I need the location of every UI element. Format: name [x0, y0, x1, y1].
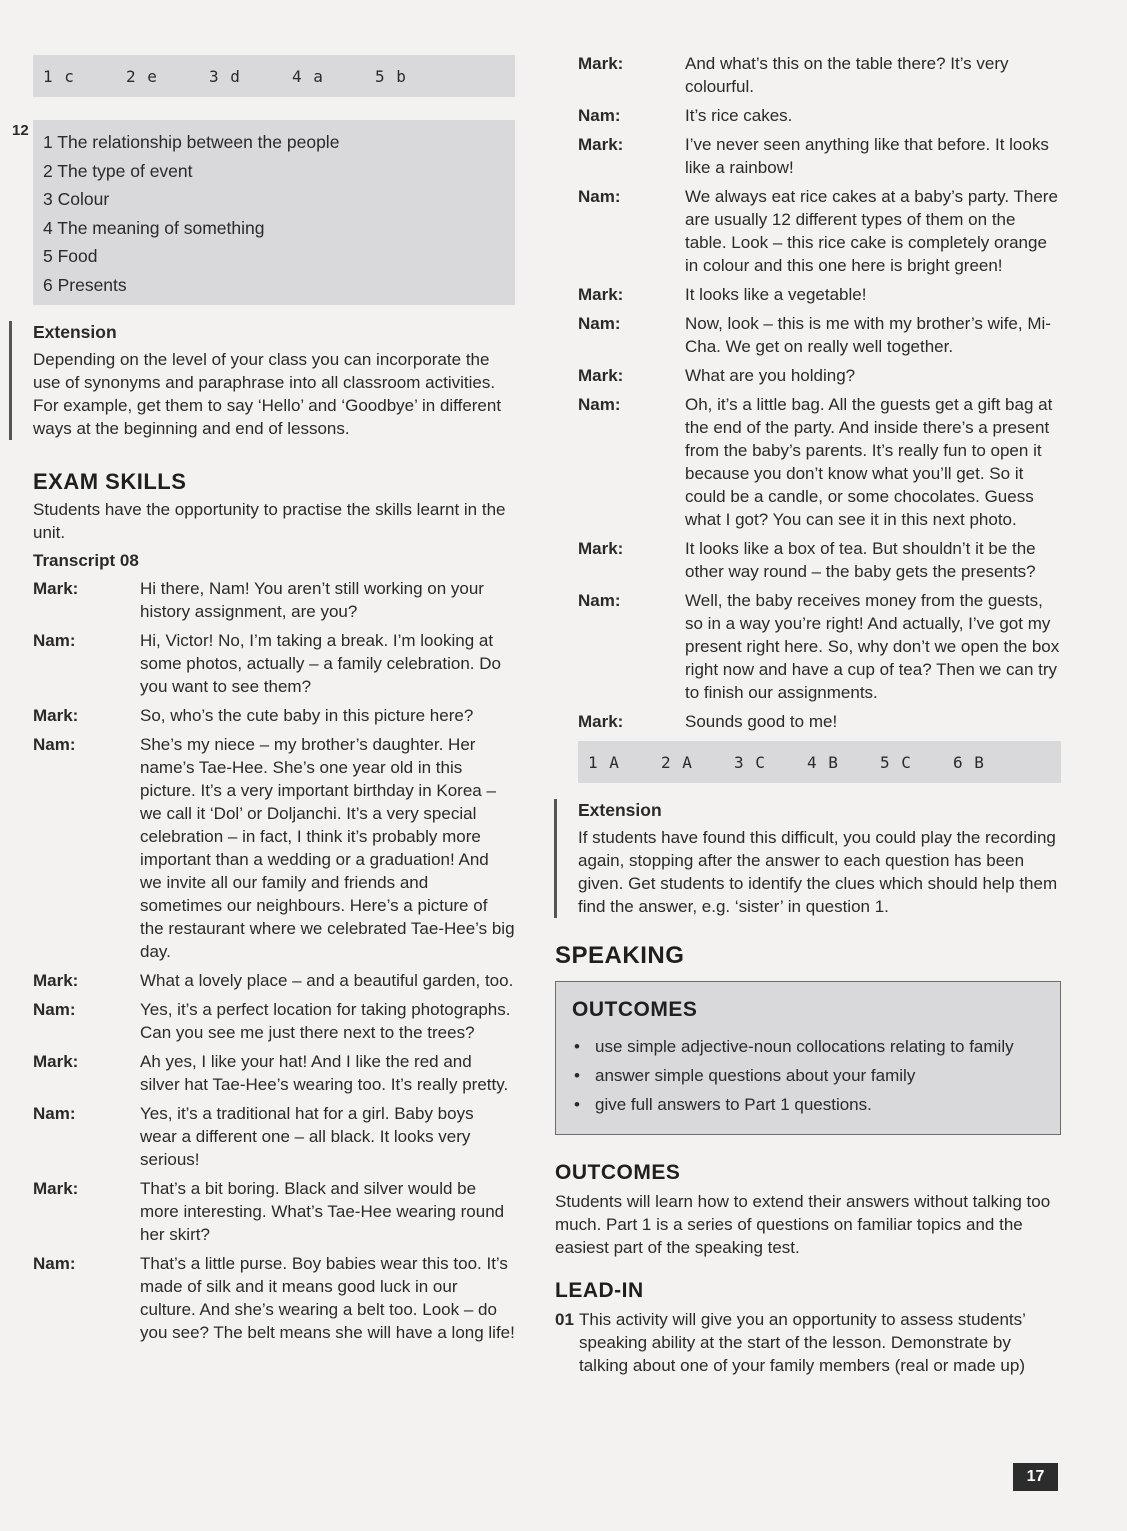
leadin-text: This activity will give you an opportunity to assess students’ speaking ability at the start of the lesson. Demonstrate by talking about one of your family members (real or made up) — [579, 1310, 1026, 1375]
answer-item: 2 A — [661, 752, 693, 772]
dialog-text: Hi there, Nam! You aren’t still working on your history assignment, are you? — [140, 579, 484, 621]
speaker-label: Mark: — [578, 135, 624, 154]
dialog-line — [33, 629, 515, 698]
dialog-text: Now, look – this is me with my brother’s wife, Mi-Cha. We get on really well together. — [685, 314, 1051, 356]
dialog-line — [33, 969, 515, 992]
speaker-label: Mark: — [33, 971, 79, 990]
dialog-text: And what’s this on the table there? It’s very colourful. — [685, 54, 1009, 96]
dialog-line — [33, 577, 515, 623]
dialog-text: That’s a little purse. Boy babies wear this too. It’s made of silk and it means good luck in our culture. And she’s wearing a belt too. Look – do you see? The belt means she will have a long life! — [140, 1254, 515, 1342]
answer-item: 5 b — [375, 66, 407, 86]
speaker-label: Mark: — [578, 539, 624, 558]
left-column — [33, 55, 515, 1350]
list-item: 1 The relationship between the people — [43, 132, 340, 152]
topic-list-box — [33, 120, 515, 305]
outcomes-list — [572, 1035, 1044, 1116]
speaker-label: Mark: — [578, 366, 624, 385]
speaker-label: Nam: — [578, 106, 621, 125]
dialog-line — [33, 1177, 515, 1246]
answer-item: 1 A — [588, 752, 620, 772]
speaker-label: Nam: — [33, 1254, 76, 1273]
speaker-label: Nam: — [33, 735, 76, 754]
dialog-line — [33, 998, 515, 1044]
dialog-line — [578, 133, 1061, 179]
dialog-text: It’s rice cakes. — [685, 106, 793, 125]
speaker-label: Nam: — [578, 395, 621, 414]
page-number: 17 — [1013, 1463, 1058, 1491]
dialog-text: We always eat rice cakes at a baby’s party. There are usually 12 different types of them on the table. Look – this rice cake is completely orange in colour and this one here is bright green! — [685, 187, 1058, 275]
list-item: 5 Food — [43, 246, 98, 266]
answer-item: 3 d — [209, 66, 241, 86]
speaker-label: Nam: — [33, 1104, 76, 1123]
dialog-line — [578, 710, 1061, 733]
answer-item: 4 a — [292, 66, 324, 86]
transcript-dialog-right — [578, 52, 1061, 733]
list-item: • answer simple questions about your family — [572, 1064, 1044, 1087]
dialog-line — [578, 283, 1061, 306]
dialog-text: So, who’s the cute baby in this picture here? — [140, 706, 474, 725]
dialog-line — [578, 185, 1061, 277]
dialog-line — [33, 1050, 515, 1096]
outcomes-heading: OUTCOMES — [555, 1161, 681, 1184]
answer-item: 1 c — [43, 66, 75, 86]
list-item: 3 Colour — [43, 189, 110, 209]
list-item: • give full answers to Part 1 questions. — [572, 1093, 1044, 1116]
answer-item: 3 C — [734, 752, 766, 772]
right-column — [555, 52, 1061, 1377]
outcomes-box-title: OUTCOMES — [572, 998, 698, 1021]
answer-item: 6 B — [953, 752, 985, 772]
speaker-label: Mark: — [578, 712, 624, 731]
answer-key-box — [33, 55, 515, 97]
dialog-line — [578, 589, 1061, 704]
dialog-text: Well, the baby receives money from the guests, so in a way you’re right! And actually, I’ve got my present right here. So, why don’t we open the box right now and have a cup of tea? Then we can try to finish our assignments. — [685, 591, 1060, 702]
dialog-line — [578, 52, 1061, 98]
dialog-line — [578, 364, 1061, 387]
exam-skills-heading: EXAM SKILLS — [33, 469, 187, 494]
dialog-text: Oh, it’s a little bag. All the guests get a gift bag at the end of the party. And inside there’s a present from the baby’s parents. It’s really fun to open it because you don’t know what you’ll get. So it could be a candle, or some chocolates. Guess what I got? You can see it in this next photo. — [685, 395, 1053, 529]
extension-note — [9, 321, 515, 440]
dialog-text: What are you holding? — [685, 366, 856, 385]
list-item: 6 Presents — [43, 274, 127, 295]
dialog-text: What a lovely place – and a beautiful garden, too. — [140, 971, 514, 990]
speaker-label: Mark: — [578, 285, 624, 304]
dialog-text: That’s a bit boring. Black and silver would be more interesting. What’s Tae-Hee wearing round her skirt? — [140, 1179, 505, 1244]
speaker-label: Mark: — [33, 1179, 79, 1198]
extension-note-2 — [554, 799, 1061, 918]
speaker-label: Mark: — [33, 1052, 79, 1071]
speaker-label: Nam: — [33, 631, 76, 650]
extension-title: Extension — [578, 800, 662, 820]
speaker-label: Nam: — [578, 591, 621, 610]
question-number: 12 — [12, 122, 29, 139]
transcript-dialog-left — [33, 577, 515, 1344]
speaker-label: Nam: — [33, 1000, 76, 1019]
dialog-line — [33, 704, 515, 727]
dialog-line — [578, 393, 1061, 531]
list-item: 2 The type of event — [43, 160, 193, 181]
list-item: • use simple adjective-noun collocations relating to family — [572, 1035, 1044, 1058]
outcomes-text: Students will learn how to extend their answers without talking too much. Part 1 is a series of questions on familiar topics and the easiest part of the speaking test. — [555, 1192, 1051, 1257]
dialog-line — [578, 537, 1061, 583]
answer-key-box-2 — [578, 741, 1061, 783]
leadin-item — [555, 1308, 1061, 1377]
outcomes-box — [555, 981, 1061, 1135]
dialog-line — [33, 733, 515, 963]
speaker-label: Mark: — [33, 579, 79, 598]
speaker-label: Nam: — [578, 314, 621, 333]
dialog-line — [33, 1252, 515, 1344]
dialog-text: She’s my niece – my brother’s daughter. Her name’s Tae-Hee. She’s one year old in this picture. It’s a very important birthday in Korea – we call it ‘Dol’ or Doljanchi. It’s a very special celebration – in fact, I think it’s probably more important than a wedding or a graduation! And we invite all our family and friends and sometimes our neighbours. Here’s a picture of the restaurant where we celebrated Tae-Hee’s big day. — [140, 735, 515, 961]
dialog-text: Hi, Victor! No, I’m taking a break. I’m looking at some photos, actually – a family celebration. Do you want to see them? — [140, 631, 501, 696]
dialog-text: Ah yes, I like your hat! And I like the red and silver hat Tae-Hee’s wearing too. It’s really pretty. — [140, 1052, 509, 1094]
answer-item: 4 B — [807, 752, 839, 772]
speaking-heading: SPEAKING — [555, 942, 685, 969]
extension-text: Depending on the level of your class you can incorporate the use of synonyms and paraphrase into all classroom activities. For example, get them to say ‘Hello’ and ‘Goodbye’ in different ways at the beginning and end of lessons. — [33, 350, 502, 438]
extension-text: If students have found this difficult, you could play the recording again, stopping after the answer to each question has been given. Get students to identify the clues which should help them find the answer, e.g. ‘sister’ in question 1. — [578, 828, 1058, 916]
dialog-line — [578, 104, 1061, 127]
speaker-label: Mark: — [578, 54, 624, 73]
dialog-line — [33, 1102, 515, 1171]
exam-skills-intro: Students have the opportunity to practise the skills learnt in the unit. — [33, 500, 506, 542]
speaker-label: Mark: — [33, 706, 79, 725]
dialog-text: I’ve never seen anything like that before. It looks like a rainbow! — [685, 135, 1049, 177]
dialog-text: Sounds good to me! — [685, 712, 838, 731]
leadin-number: 01 — [555, 1310, 574, 1329]
answer-item: 2 e — [126, 66, 158, 86]
list-item: 4 The meaning of something — [43, 217, 265, 238]
extension-title: Extension — [33, 322, 117, 342]
transcript-title: Transcript 08 — [33, 551, 139, 570]
dialog-text: Yes, it’s a perfect location for taking photographs. Can you see me just there next to the trees? — [140, 1000, 511, 1042]
dialog-text: It looks like a vegetable! — [685, 285, 867, 304]
leadin-heading: LEAD-IN — [555, 1279, 644, 1302]
speaker-label: Nam: — [578, 187, 621, 206]
dialog-text: Yes, it’s a traditional hat for a girl. Baby boys wear a different one – all black. It looks very serious! — [140, 1104, 474, 1169]
dialog-line — [578, 312, 1061, 358]
answer-item: 5 C — [880, 752, 912, 772]
dialog-text: It looks like a box of tea. But shouldn’t it be the other way round – the baby gets the presents? — [685, 539, 1036, 581]
